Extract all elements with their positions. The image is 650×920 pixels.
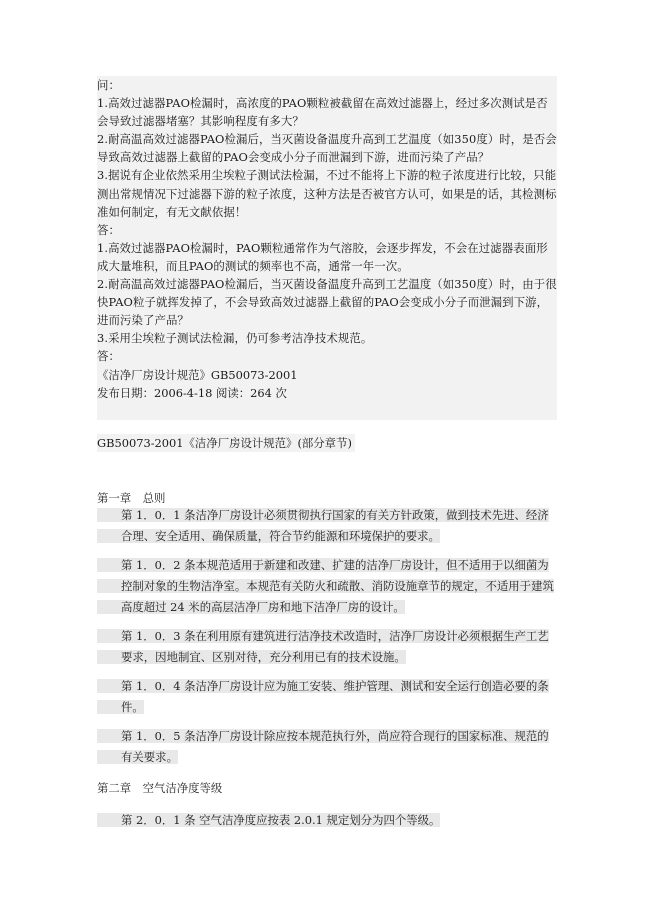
chapter-1-title: 第一章 总则	[97, 491, 166, 505]
answer-2: 2.耐高温高效过滤器PAO检漏后，当灭菌设备温度升高到工艺温度（如350度）时，由于很快PAO粒子就挥发掉了，不会导致高效过滤器上截留的PAO会变成小分子而泄漏到下游，进而污染了产品？	[97, 277, 557, 328]
clause-1-0-3	[97, 626, 557, 668]
answer-1: 1.高效过滤器PAO检漏时，PAO颗粒通常作为气溶胶，会逐步挥发，不会在过滤器表面形成大量堆积，而且PAO的测试的频率也不高，通常一年一次。	[97, 240, 548, 273]
qa-section	[97, 76, 557, 366]
clause-1-0-5	[97, 726, 557, 768]
answer-label: 答：	[97, 222, 120, 237]
clause-1-0-2	[97, 555, 557, 618]
chapter-2-title: 第二章 空气洁净度等级	[97, 781, 223, 795]
clause-text: 第 1．0．4 条洁净厂房设计应为施工安装、维护管理、测试和安全运行创造必要的条件。	[97, 679, 549, 714]
clause-text: 第 1．0．5 条洁净厂房设计除应按本规范执行外，尚应符合现行的国家标准、规范的有关要求。	[97, 729, 549, 764]
question-2: 2.耐高温高效过滤器PAO检漏后，当灭菌设备温度升高到工艺温度（如350度）时，是否会导致高效过滤器上截留的PAO会变成小分子而泄漏到下游，进而污染了产品？	[97, 132, 557, 165]
spacer	[97, 402, 557, 420]
publish-info: 发布日期：2006-4-18 阅读：264 次	[97, 385, 287, 400]
doc-meta	[97, 366, 557, 420]
clause-text: 第 1．0．1 条洁净厂房设计必须贯彻执行国家的有关方针政策，做到技术先进、经济合理、安全适用、确保质量，符合节约能源和环境保护的要求。	[97, 508, 549, 543]
page-content	[97, 76, 557, 452]
doc-title-link: 《洁净厂房设计规范》GB50073-2001	[97, 367, 298, 382]
clause-text: 第 1．0．2 条本规范适用于新建和改建、扩建的洁净厂房设计，但不适用于以细菌为控制对象的生物洁净室。本规范有关防火和疏散、消防设施章节的规定，不适用于建筑高度超过 24 米的高层洁净厂房和地下洁净厂房的设计。	[97, 558, 554, 614]
answer-label-2: 答：	[97, 349, 120, 364]
clause-text: 第 1．0．3 条在利用原有建筑进行洁净技术改造时，洁净厂房设计必须根据生产工艺要求，因地制宜、区别对待，充分利用已有的技术设施。	[97, 629, 549, 664]
answer-3: 3.采用尘埃粒子测试法检漏，仍可参考洁净技术规范。	[97, 331, 373, 346]
question-3: 3.据说有企业依然采用尘埃粒子测试法检漏，不过不能将上下游的粒子浓度进行比较，只能测出常规情况下过滤器下游的粒子浓度，这种方法是否被官方认可，如果是的话，其检测标准如何制定，有无文献依据！	[97, 168, 557, 219]
question-label: 问：	[97, 78, 120, 92]
clause-2-0-1	[97, 810, 557, 831]
clause-text: 第 2．0．1 条 空气洁净度应按表 2.0.1 规定划分为四个等级。	[97, 813, 440, 827]
clause-1-0-4	[97, 676, 557, 718]
clause-1-0-1	[97, 505, 557, 547]
question-1: 1.高效过滤器PAO检漏时，高浓度的PAO颗粒被截留在高效过滤器上，经过多次测试是否会导致过滤器堵塞？其影响程度有多大？	[97, 96, 548, 129]
doc-heading: GB50073-2001《洁净厂房设计规范》(部分章节)	[97, 434, 355, 452]
